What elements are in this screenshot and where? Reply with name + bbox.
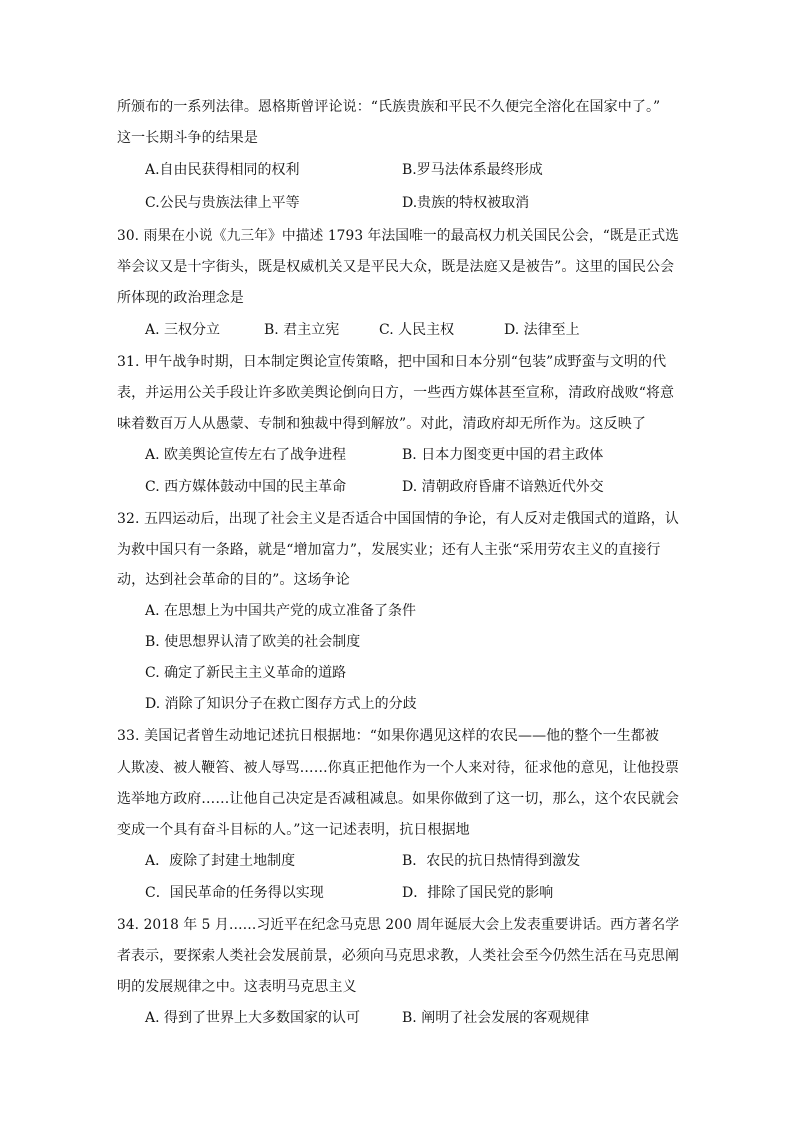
option-row	[0, 319, 794, 341]
question-32-line: 为救中国只有一条路，就是“增加富力”，发展实业；还有人主张“采用劳农主义的直接行	[117, 542, 661, 558]
option-c: C.公民与贵族法律上平等	[145, 195, 300, 211]
option-c: C. 西方媒体鼓动中国的民主革命	[145, 479, 347, 495]
option-c: C．国民革命的任务得以实现	[145, 885, 324, 901]
option-d: D. 清朝政府昏庸不谙熟近代外交	[402, 479, 604, 495]
question-text-line: 所颁布的一系列法律。恩格斯曾评论说：“氏族贵族和平民不久便完全溶化在国家中了。”	[117, 99, 661, 115]
option-b: B. 使思想界认清了欧美的社会制度	[145, 634, 361, 650]
option-a: A. 在思想上为中国共产党的成立准备了条件	[145, 603, 417, 619]
question-33-line: 人欺凌、被人鞭笞、被人辱骂……你真正把他作为一个人来对待，征求他的意见，让他投票	[117, 760, 679, 776]
option-row	[0, 631, 794, 653]
option-d: D．排除了国民党的影响	[402, 885, 554, 901]
question-33-line: 选举地方政府……让他自己决定是否减租减息。如果你做到了这一切，那么，这个农民就会	[117, 791, 679, 807]
option-b: B. 日本力图变更中国的君主政体	[402, 447, 604, 463]
question-31-line: 味着数百万人从愚蒙、专制和独裁中得到解放”。对此，清政府却无所作为。这反映了	[117, 416, 646, 432]
option-row	[0, 600, 794, 622]
option-d: D.贵族的特权被取消	[402, 195, 530, 211]
option-a: A. 三权分立	[145, 322, 221, 338]
option-d: D. 法律至上	[504, 322, 580, 338]
question-34-line: 者表示，要探索人类社会发展前景，必须向马克思求教，人类社会至今仍然生活在马克思阐	[117, 948, 679, 964]
option-c: C. 确定了新民主主义革命的道路	[145, 665, 347, 681]
option-row	[0, 1007, 794, 1029]
question-30-line: 30. 雨果在小说《九三年》中描述 1793 年法国唯一的最高权力机关国民公会，“既是正式选	[117, 228, 679, 244]
option-row	[0, 693, 794, 715]
option-row	[0, 850, 794, 872]
option-row	[0, 882, 794, 904]
question-32-line: 动，达到社会革命的目的”。这场争论	[117, 572, 350, 588]
option-a: A.自由民获得相同的权利	[145, 162, 300, 178]
option-a: A. 得到了世界上大多数国家的认可	[145, 1010, 361, 1026]
question-30-line: 举会议又是十字街头，既是权威机关又是平民大众，既是法庭又是被告”。这里的国民公会	[117, 259, 675, 275]
option-b: B.罗马法体系最终形成	[402, 162, 543, 178]
question-32-line: 32. 五四运动后，出现了社会主义是否适合中国国情的争论，有人反对走俄国式的道路，认	[117, 511, 679, 527]
question-34-line: 34. 2018 年 5 月……习近平在纪念马克思 200 周年诞辰大会上发表重要讲话。西方著名学	[117, 917, 680, 933]
option-c: C. 人民主权	[379, 322, 455, 338]
option-b: B. 君主立宪	[264, 322, 340, 338]
option-b: B. 阐明了社会发展的客观规律	[402, 1010, 590, 1026]
question-text-line: 这一长期斗争的结果是	[117, 130, 258, 146]
question-33-line: 变成一个具有奋斗目标的人。”这一记述表明，抗日根据地	[117, 822, 470, 838]
option-row	[0, 192, 794, 214]
option-row	[0, 159, 794, 181]
option-b: B．农民的抗日热情得到激发	[402, 853, 581, 869]
option-a: A. 欧美舆论宣传左右了战争进程	[145, 447, 347, 463]
option-row	[0, 476, 794, 498]
option-row	[0, 444, 794, 466]
question-31-line: 表，并运用公关手段让许多欧美舆论倒向日方，一些西方媒体甚至宣称，清政府战败“将意	[117, 385, 675, 401]
question-31-line: 31. 甲午战争时期，日本制定舆论宣传策略，把中国和日本分别“包装”成野蛮与文明的代	[117, 354, 667, 370]
option-a: A．废除了封建土地制度	[145, 853, 296, 869]
option-d: D. 消除了知识分子在救亡图存方式上的分歧	[145, 696, 417, 712]
question-33-line: 33. 美国记者曾生动地记述抗日根据地：“如果你遇见这样的农民——他的整个一生都被	[117, 728, 659, 744]
question-34-line: 明的发展规律之中。这表明马克思主义	[117, 979, 357, 995]
question-30-line: 所体现的政治理念是	[117, 290, 244, 306]
option-row	[0, 662, 794, 684]
